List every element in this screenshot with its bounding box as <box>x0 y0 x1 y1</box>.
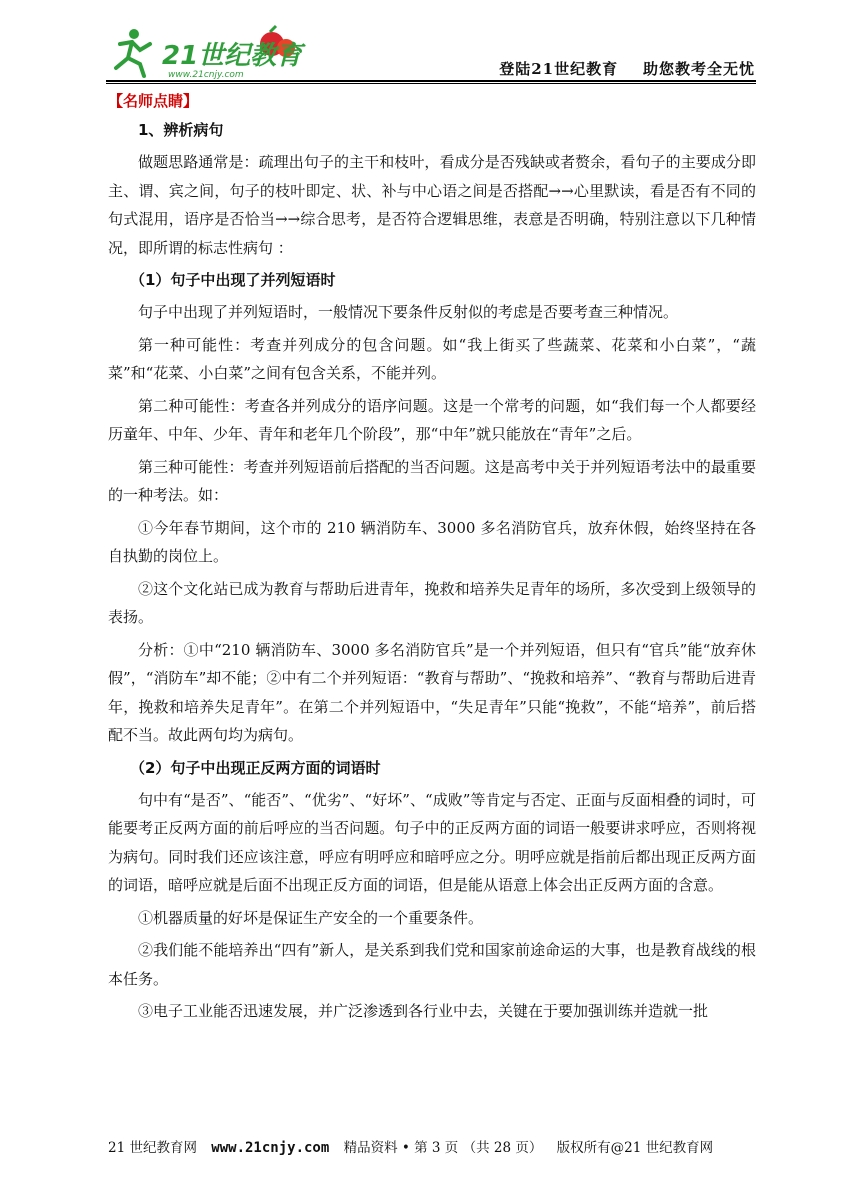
footer-page-info: 精品资料 • 第 3 页 （共 28 页） <box>343 1140 543 1156</box>
footer-site-name: 21 世纪教育网 <box>108 1140 197 1156</box>
heading-analyze-sentences: 1、辨析病句 <box>138 121 224 139</box>
page-header <box>0 0 860 82</box>
subheading-positive-negative: （2）句子中出现正反两方面的词语时 <box>130 758 381 777</box>
analysis-paragraph: 分析：①中“210 辆消防车、3000 多名消防官兵”是一个并列短语，但只有“官兵”能“放弃休假”，“消防车”却不能；②中有二个并列短语：“教育与帮助”、“挽救和培养”、“教育与帮助后进青年，挽救和培养失足青年”。在第二个并列短语中，“失足青年”只能“挽救”，不能“培养”，前后搭配不当。故此两句均为病句。 <box>108 640 756 744</box>
example-sentence: ③电子工业能否迅速发展，并广泛渗透到各行业中去，关键在于要加强训练并造就一批 <box>138 1002 709 1020</box>
section-tag: 【名师点睛】 <box>108 92 199 110</box>
example-sentence: ②这个文化站已成为教育与帮助后进青年，挽救和培养失足青年的场所，多次受到上级领导的表扬。 <box>108 579 756 626</box>
paragraph: 第三种可能性：考查并列短语前后搭配的当否问题。这是高考中关于并列短语考法中的最重要的一种考法。如： <box>108 457 756 504</box>
header-slogan: 登陆21世纪教育 助您教考全无忧 <box>499 60 755 78</box>
header-divider <box>106 80 756 82</box>
logo-text: 21世纪教育 <box>162 41 303 71</box>
example-sentence: ①机器质量的好坏是保证生产安全的一个重要条件。 <box>138 908 484 927</box>
paragraph: 第一种可能性：考查并列成分的包含问题。如“我上街买了些蔬菜、花菜和小白菜”，“蔬菜”和“花菜、小白菜”之间有包含关系，不能并列。 <box>108 335 756 382</box>
paragraph: 句中有“是否”、“能否”、“优劣”、“好坏”、“成败”等肯定与否定、正面与反面相叠的词时，可能要考正反两方面的前后呼应的当否问题。句子中的正反两方面的词语一般要讲求呼应，否则将视为病句。同时我们还应该注意，呼应有明呼应和暗呼应之分。明呼应就是指前后都出现正反两方面的词语，暗呼应就是后面不出现正反方面的词语，但是能从语意上体会出正反两方面的含意。 <box>108 790 756 894</box>
logo-url: www.21cnjy.com <box>168 70 244 80</box>
example-sentence: ①今年春节期间，这个市的 210 辆消防车、3000 多名消防官兵，放弃休假，始终坚持在各自执勤的岗位上。 <box>108 518 756 565</box>
example-sentence: ②我们能不能培养出“四有”新人，是关系到我们党和国家前途命运的大事，也是教育战线的根本任务。 <box>108 941 756 988</box>
footer-site-link[interactable]: www.21cnjy.com <box>211 1140 330 1156</box>
page-footer <box>108 1136 758 1156</box>
runner-icon <box>116 29 150 76</box>
footer-copyright: 版权所有@21 世纪教育网 <box>556 1140 714 1156</box>
header-divider-thin <box>106 83 756 84</box>
paragraph: 句子中出现了并列短语时，一般情况下要条件反射似的考虑是否要考查三种情况。 <box>138 303 679 321</box>
logo <box>110 24 310 80</box>
document-body <box>108 89 756 1030</box>
intro-paragraph: 做题思路通常是：疏理出句子的主干和枝叶，看成分是否残缺或者赘余，看句子的主要成分即主、谓、宾之间，句子的枝叶即定、状、补与中心语之间是否搭配→→心里默读，看是否有不同的句式混用，语序是否恰当→→综合思考，是否符合逻辑思维，表意是否明确，特别注意以下几种情况，即所谓的标志性病句 ： <box>108 153 756 257</box>
subheading-parallel-phrases: （1）句子中出现了并列短语时 <box>130 271 336 289</box>
paragraph: 第二种可能性：考查各并列成分的语序问题。这是一个常考的问题，如“我们每一个人都要经历童年、中年、少年、青年和老年几个阶段”，那“中年”就只能放在“青年”之后。 <box>108 396 756 443</box>
